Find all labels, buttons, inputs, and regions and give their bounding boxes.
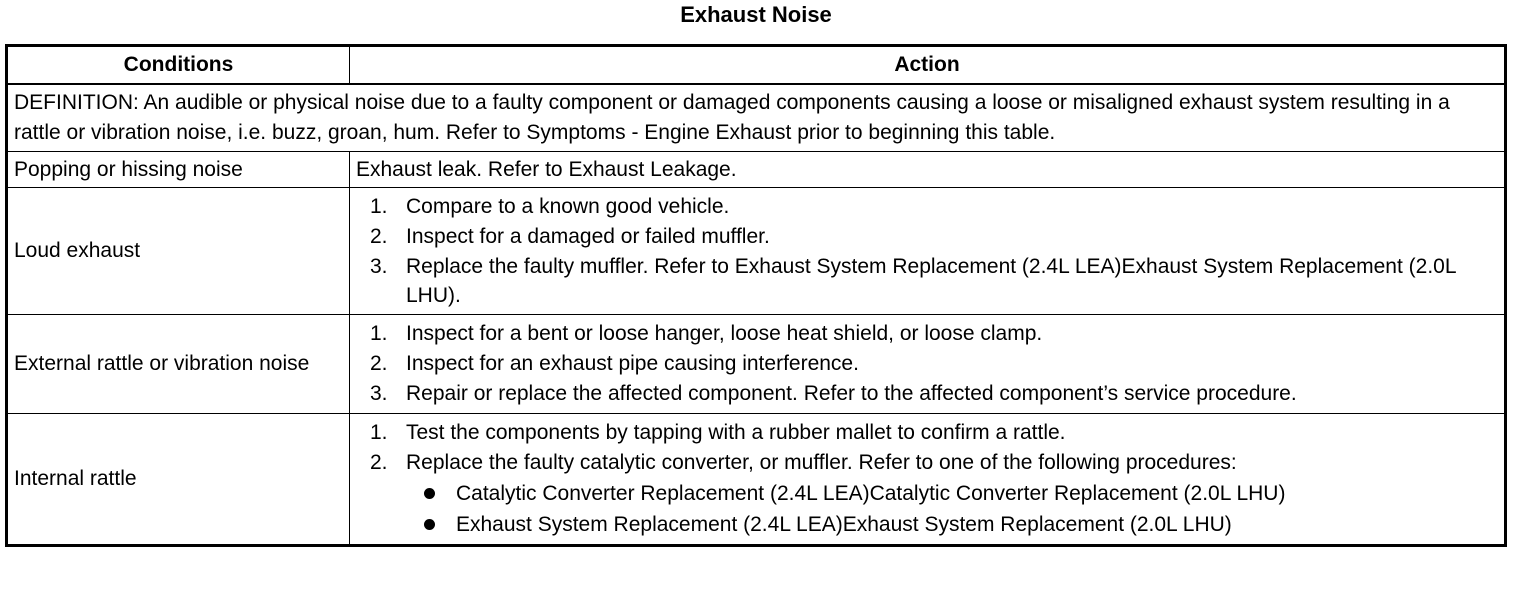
step-text: Inspect for a damaged or failed muffler. <box>406 225 770 248</box>
page-title: Exhaust Noise <box>680 2 832 27</box>
step-number: 2. <box>370 451 388 474</box>
action-header: Action <box>350 46 1506 85</box>
bullet-icon <box>424 519 435 530</box>
procedure-list <box>406 478 1498 540</box>
table-row <box>7 414 1506 546</box>
list-item <box>406 478 1498 509</box>
step-list <box>356 188 1498 314</box>
exhaust-noise-table <box>5 44 1507 547</box>
action-cell <box>350 414 1506 546</box>
step-number: 1. <box>370 195 388 218</box>
list-item <box>356 379 1498 409</box>
list-item <box>356 448 1498 540</box>
list-item <box>356 418 1498 448</box>
action-cell: Exhaust leak. Refer to Exhaust Leakage. <box>350 152 1506 188</box>
step-text: Inspect for an exhaust pipe causing interference. <box>406 352 859 375</box>
procedure-text: Exhaust System Replacement (2.4L LEA)Exhaust System Replacement (2.0L LHU) <box>456 513 1232 536</box>
table-row <box>7 152 1506 188</box>
list-item <box>356 349 1498 379</box>
bullet-icon <box>424 488 435 499</box>
step-list <box>356 315 1498 413</box>
step-number: 2. <box>370 225 388 248</box>
step-number: 1. <box>370 421 388 444</box>
table-row <box>7 315 1506 414</box>
table-row <box>7 188 1506 315</box>
step-list <box>356 414 1498 544</box>
step-number: 1. <box>370 322 388 345</box>
condition-cell: Internal rattle <box>7 414 350 546</box>
condition-cell: Popping or hissing noise <box>7 152 350 188</box>
step-text: Replace the faulty muffler. Refer to Exhaust System Replacement (2.4L LEA)Exhaust System Replacement (2.0L LHU). <box>406 255 1456 307</box>
conditions-header: Conditions <box>7 46 350 85</box>
step-text: Repair or replace the affected component. Refer to the affected component’s service procedure. <box>406 382 1297 405</box>
definition-text: DEFINITION: An audible or physical noise due to a faulty component or damaged components causing a loose or misaligned exhaust system resulting in a rattle or vibration noise, i.e. buzz, groan, hum. Refer to Symptoms - Engine Exhaust prior to beginning this table. <box>7 84 1506 152</box>
list-item <box>356 252 1498 310</box>
list-item <box>406 509 1498 540</box>
list-item <box>356 319 1498 349</box>
step-text: Test the components by tapping with a rubber mallet to confirm a rattle. <box>406 421 1066 444</box>
step-number: 2. <box>370 352 388 375</box>
step-number: 3. <box>370 382 388 405</box>
step-text: Compare to a known good vehicle. <box>406 195 730 218</box>
list-item <box>356 222 1498 252</box>
definition-row <box>7 84 1506 152</box>
list-item <box>356 192 1498 222</box>
step-text: Replace the faulty catalytic converter, or muffler. Refer to one of the following procedures: <box>406 451 1237 474</box>
step-text: Inspect for a bent or loose hanger, loose heat shield, or loose clamp. <box>406 322 1043 345</box>
header-row <box>7 46 1506 85</box>
condition-cell: External rattle or vibration noise <box>7 315 350 414</box>
action-cell <box>350 188 1506 315</box>
condition-cell: Loud exhaust <box>7 188 350 315</box>
action-cell <box>350 315 1506 414</box>
step-number: 3. <box>370 255 388 278</box>
procedure-text: Catalytic Converter Replacement (2.4L LEA)Catalytic Converter Replacement (2.0L LHU) <box>456 482 1286 505</box>
